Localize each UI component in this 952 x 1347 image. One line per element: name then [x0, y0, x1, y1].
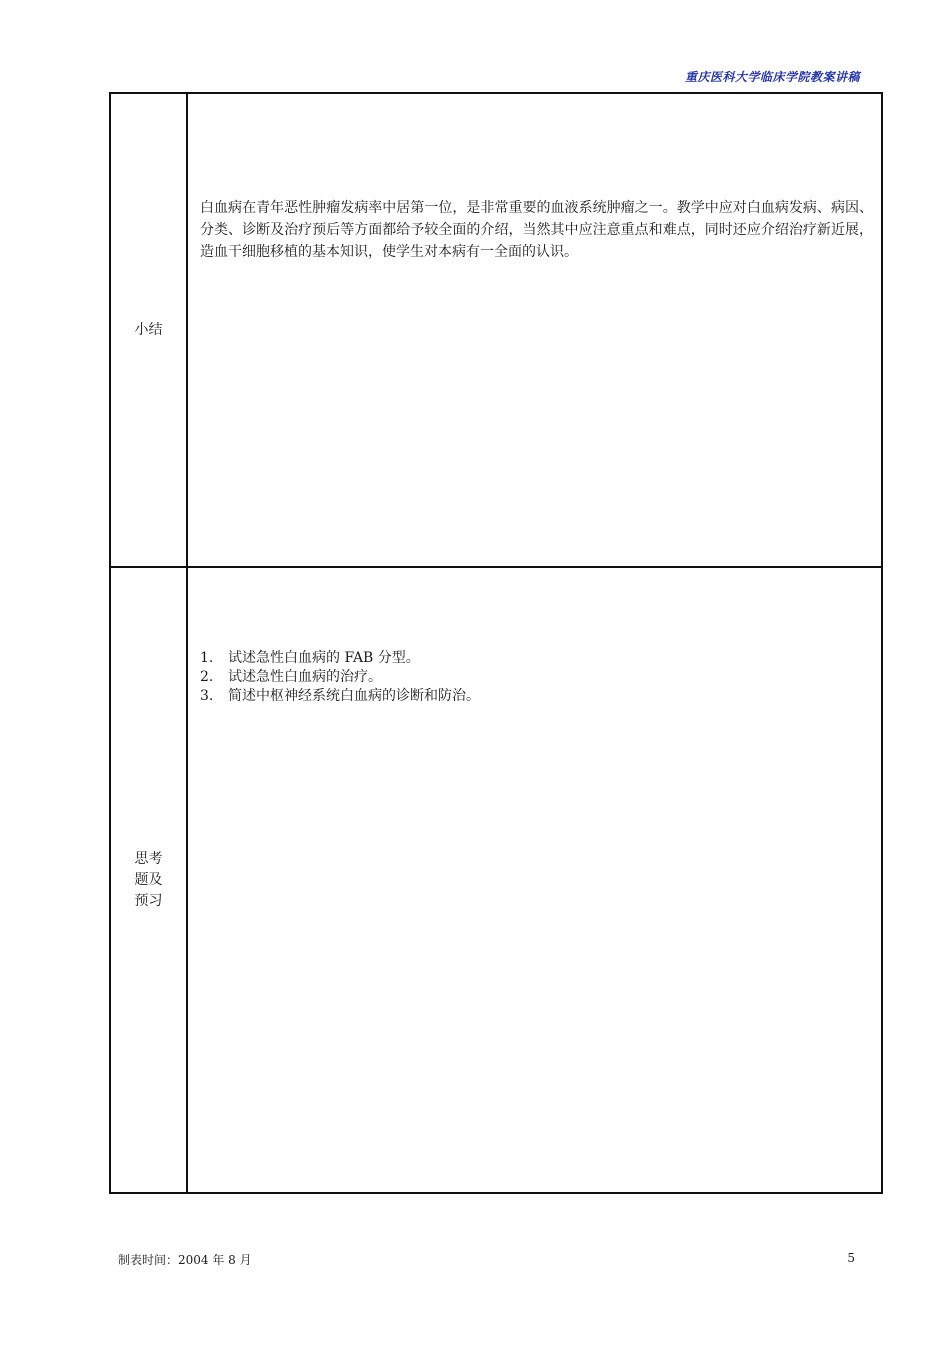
- lesson-plan-table: [109, 92, 883, 1194]
- questions-row: [111, 568, 881, 1192]
- list-item-number: 1.: [200, 650, 214, 666]
- questions-content-cell: [188, 568, 881, 1192]
- list-item: [200, 687, 873, 706]
- footer-date: 制表时间：2004 年 8 月: [118, 1253, 252, 1267]
- list-item-text: 试述急性白血病的治疗。: [228, 669, 382, 685]
- list-item: [200, 668, 873, 687]
- list-item-text: 简述中枢神经系统白血病的诊断和防治。: [228, 688, 480, 704]
- list-item-text: 试述急性白血病的 FAB 分型。: [228, 650, 420, 666]
- questions-list: [200, 649, 873, 706]
- document-header-title: 重庆医科大学临床学院教案讲稿: [684, 70, 860, 84]
- summary-row: [111, 94, 881, 568]
- summary-label: 小结: [134, 321, 163, 338]
- list-item-number: 2.: [200, 669, 214, 685]
- list-item: [200, 649, 873, 668]
- summary-text: 白血病在青年恶性肿瘤发病率中居第一位，是非常重要的血液系统肿瘤之一。教学中应对白血病发病、病因、分类、诊断及治疗预后等方面都给予较全面的介绍，当然其中应注意重点和难点，同时还应介绍治疗新近展，造血干细胞移植的基本知识，使学生对本病有一全面的认识。: [200, 200, 873, 260]
- summary-content-cell: [188, 94, 881, 566]
- questions-label-cell: [111, 568, 188, 1192]
- questions-label: 思考题及预习: [134, 850, 163, 909]
- list-item-number: 3.: [200, 688, 214, 704]
- summary-label-cell: [111, 94, 188, 566]
- page-number: 5: [847, 1251, 855, 1265]
